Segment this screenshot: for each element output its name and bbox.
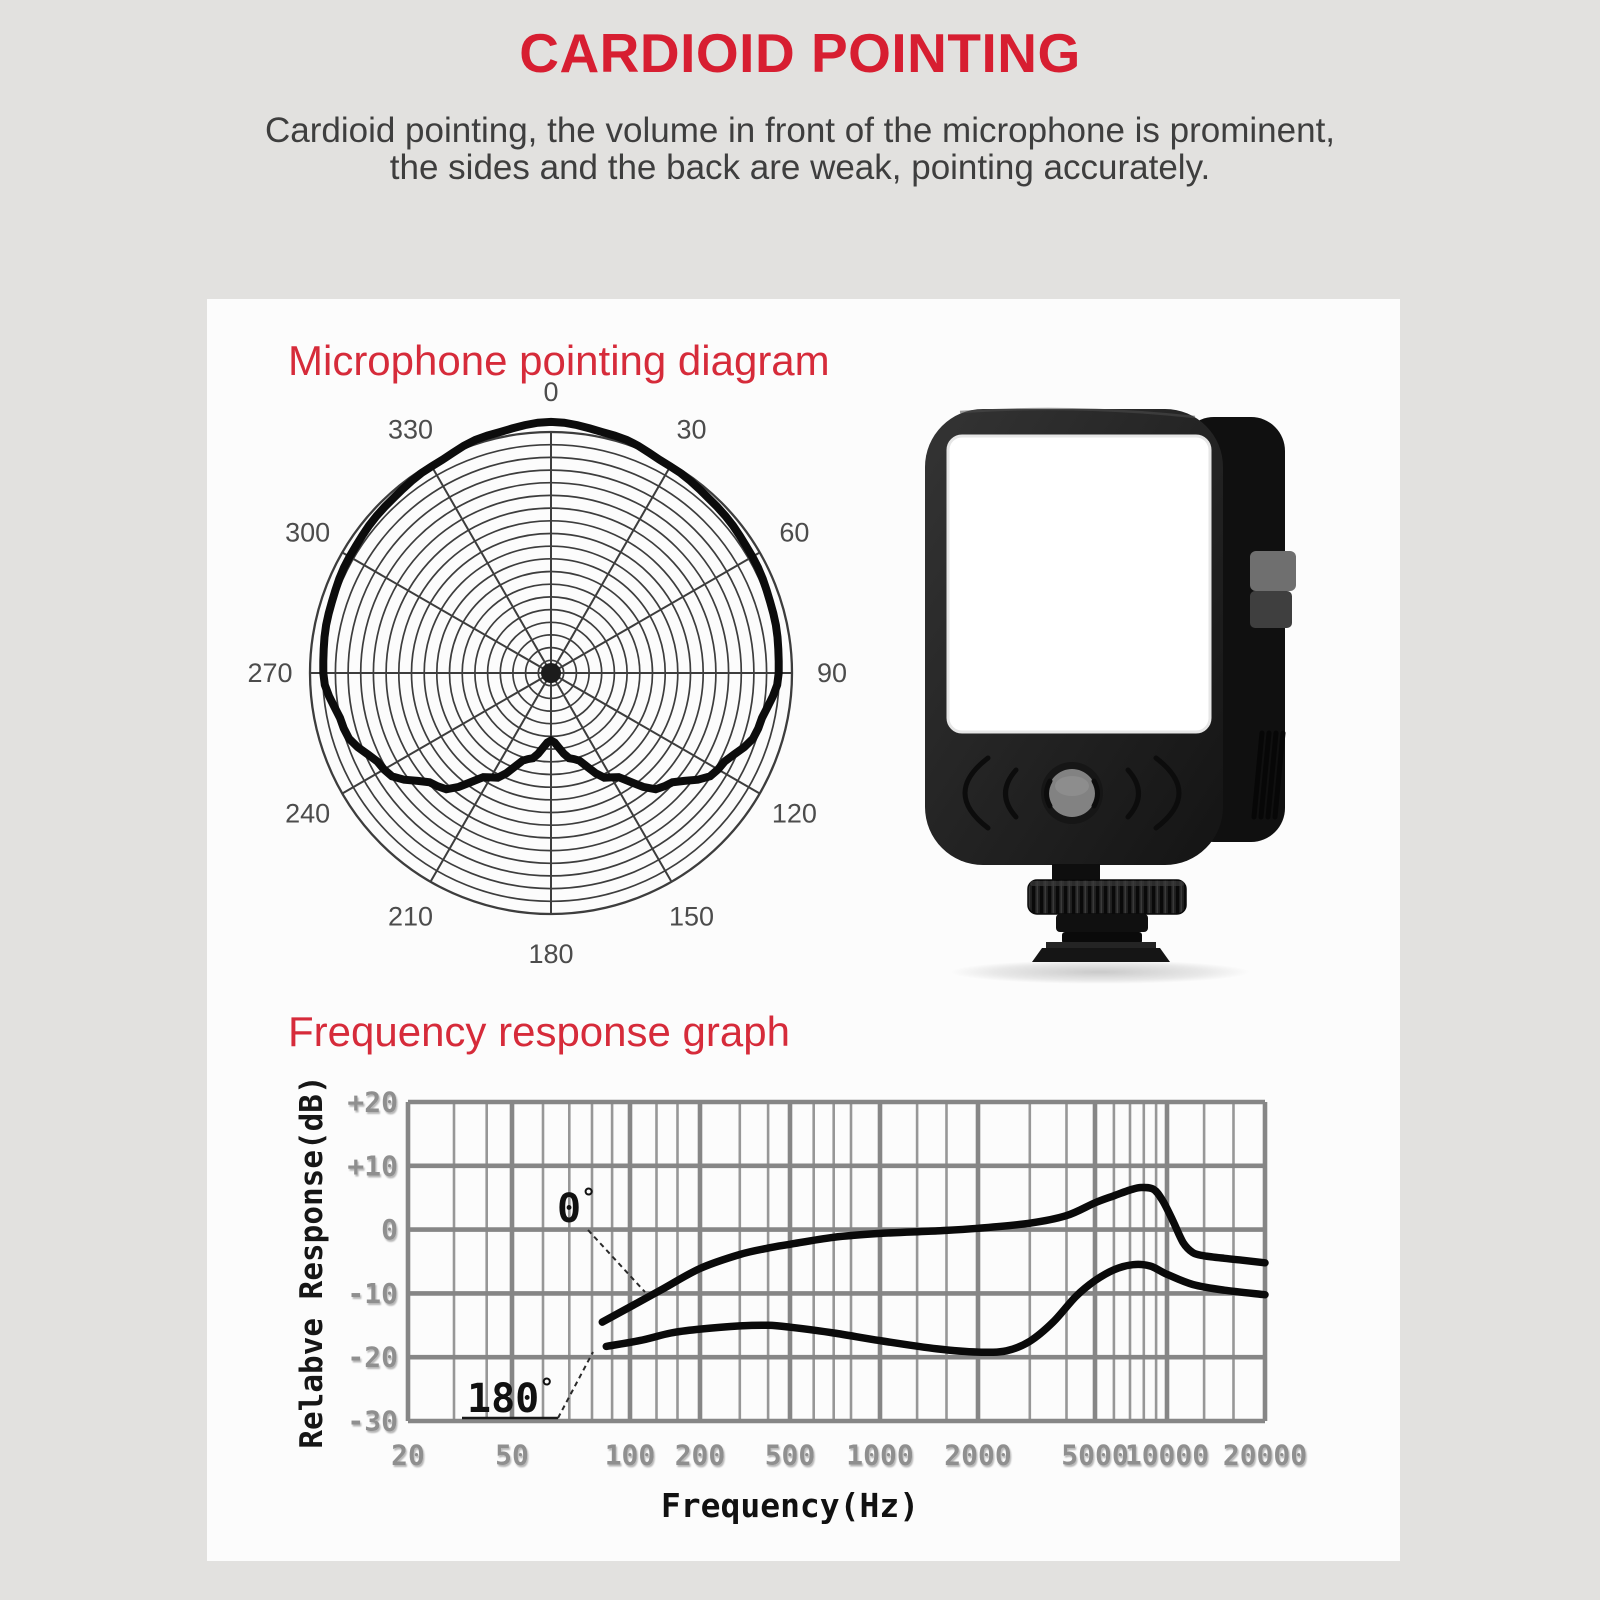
freq-x-tick-label: 2000 [944, 1438, 1012, 1472]
product-shadow [950, 960, 1250, 984]
freq-y-tick-label: +20 [347, 1085, 398, 1119]
annotation-180deg: 180° [467, 1373, 555, 1422]
freq-y-tick-label: 0 [381, 1213, 398, 1247]
subtitle-line-2: the sides and the back are weak, pointing accurately. [389, 148, 1211, 187]
polar-angle-label: 0 [543, 377, 559, 407]
cold-shoe-foot [1032, 948, 1170, 962]
freq-x-tick-label: 5000 [1061, 1438, 1129, 1472]
polar-angle-label: 210 [387, 901, 434, 932]
annotation-leader [558, 1352, 593, 1418]
freq-y-tick-label: -10 [347, 1276, 398, 1310]
page-title: CARDIOID POINTING [519, 22, 1081, 84]
freq-x-tick-label: 1000 [846, 1438, 914, 1472]
freq-y-tick-label: -30 [347, 1404, 398, 1438]
polar-angle-label: 330 [387, 414, 434, 445]
polar-angle-label: 180 [528, 939, 574, 969]
page-subtitle [0, 112, 1600, 186]
freq-x-tick-label: 20000 [1222, 1438, 1308, 1472]
polar-section-title: Microphone pointing diagram [288, 337, 830, 384]
polar-angle-label: 90 [816, 658, 848, 688]
freq-y-tick-label: +10 [347, 1149, 398, 1183]
product-photo-video-light [880, 395, 1320, 995]
subtitle-line-1: Cardioid pointing, the volume in front of the microphone is prominent, [264, 111, 1336, 150]
polar-angle-label: 300 [285, 517, 331, 548]
polar-angle-label: 240 [285, 798, 331, 829]
polar-angle-label: 60 [779, 517, 810, 548]
polar-center-dot [541, 663, 561, 683]
freq-x-tick-label: 20 [391, 1438, 425, 1472]
freq-x-tick-label: 10000 [1124, 1438, 1210, 1472]
freq-x-tick-label: 50 [495, 1438, 529, 1472]
battery-latch [1250, 551, 1296, 591]
freq-x-tick-label: 100 [604, 1438, 656, 1472]
polar-angle-label: 30 [676, 414, 707, 445]
freq-x-tick-label: 500 [764, 1438, 816, 1472]
cold-shoe-mount [950, 864, 1250, 984]
freq-x-tick-label: 200 [674, 1438, 726, 1472]
product-front [925, 409, 1223, 865]
freq-ylabel: Relabve Response(dB) [294, 1075, 330, 1449]
polar-angle-label: 270 [247, 658, 293, 688]
polar-angle-label: 120 [771, 798, 817, 829]
polar-angle-label: 150 [668, 901, 715, 932]
frequency-response-chart [240, 1055, 1400, 1560]
led-panel [948, 436, 1210, 732]
freq-xlabel: Frequency(Hz) [660, 1486, 920, 1525]
microphone-polar-pattern-chart [221, 373, 881, 1013]
annotation-leader [588, 1230, 645, 1292]
annotation-0deg: 0° [557, 1183, 597, 1232]
freq-y-tick-label: -20 [347, 1340, 398, 1374]
freq-section-title: Frequency response graph [288, 1008, 790, 1055]
